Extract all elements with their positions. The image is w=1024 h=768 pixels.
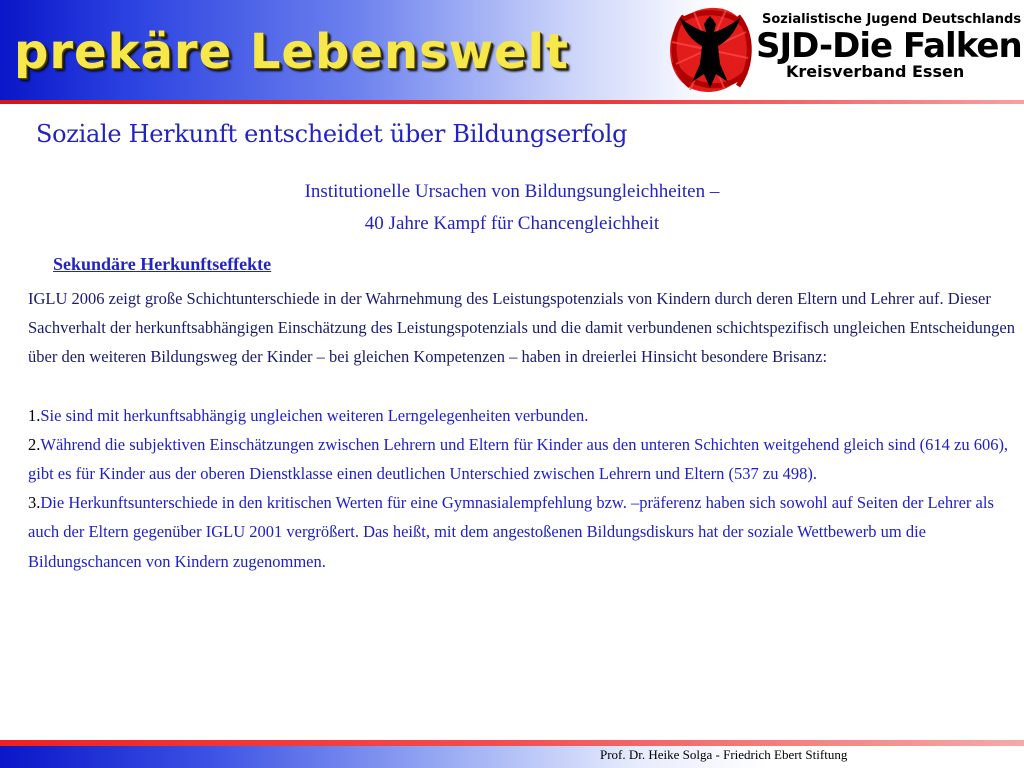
slide-title: Soziale Herkunft entscheidet über Bildungserfolg — [36, 120, 628, 148]
list-item-text: Während die subjektiven Einschätzungen zwischen Lehrern und Eltern für Kinder aus den unteren Schichten weitgehend gleich sind (614 zu 606), gibt es für Kinder aus der oberen Dienstklasse einen deutlichen Unterschied zwischen Lehrern und Eltern (537 zu 498). — [28, 434, 1009, 484]
subtitle-line-1: Institutionelle Ursachen von Bildungsungleichheiten – — [304, 181, 720, 202]
logo-branch: Kreisverband Essen — [786, 62, 965, 81]
list-item-text: Die Herkunftsunterschiede in den kritischen Werten für eine Gymnasialempfehlung bzw. –präferenz haben sich sowohl auf Seiten der Lehrer als auch der Eltern gegenüber IGLU 2001 vergrößert. Das heißt, mit dem angestoßenen Bildungsdiskurs hat der soziale Wettbewerb um die Bildungschancen von Kindern zugenommen. — [28, 493, 994, 571]
header-band — [0, 0, 1024, 104]
section-heading: Sekundäre Herkunftseffekte — [53, 254, 272, 274]
subtitle-line-2: 40 Jahre Kampf für Chancengleichheit — [364, 213, 660, 234]
list-item — [28, 430, 1016, 488]
paragraph-spacer — [28, 372, 1016, 401]
footer-band — [0, 746, 1024, 768]
slide-subtitle — [0, 176, 1024, 240]
list-item — [28, 488, 1016, 576]
list-item-number: 1. — [28, 405, 41, 425]
header-red-rule — [0, 100, 1024, 104]
intro-paragraph: IGLU 2006 zeigt große Schichtunterschiede in der Wahrnehmung des Leistungspotenzials von Kindern durch deren Eltern und Lehrer auf. Dieser Sachverhalt der herkunftsabhängigen Einschätzung des Leistungspotenzials und die damit verbundenen schichtspezifisch ungleichen Entscheidungen über den weiteren Bildungsweg der Kinder – bei gleichen Kompetenzen – haben in dreierlei Hinsicht besondere Brisanz: — [28, 289, 1015, 367]
list-item-text: Sie sind mit herkunftsabhängig ungleichen weiteren Lerngelegenheiten verbunden. — [40, 405, 589, 425]
logo-organization-line: Sozialistische Jugend Deutschlands — [762, 12, 1022, 27]
slide-body — [28, 284, 1016, 576]
footer-credit: Prof. Dr. Heike Solga - Friedrich Ebert Stiftung — [600, 747, 848, 762]
logo-name: SJD-Die Falken — [756, 26, 1022, 66]
banner-title: prekäre Lebenswelt — [14, 24, 569, 80]
list-item — [28, 401, 1016, 430]
list-item-number: 3. — [28, 493, 41, 513]
falcon-logo-icon — [664, 2, 756, 98]
list-item-number: 2. — [28, 434, 41, 454]
organization-logo — [664, 2, 1022, 98]
